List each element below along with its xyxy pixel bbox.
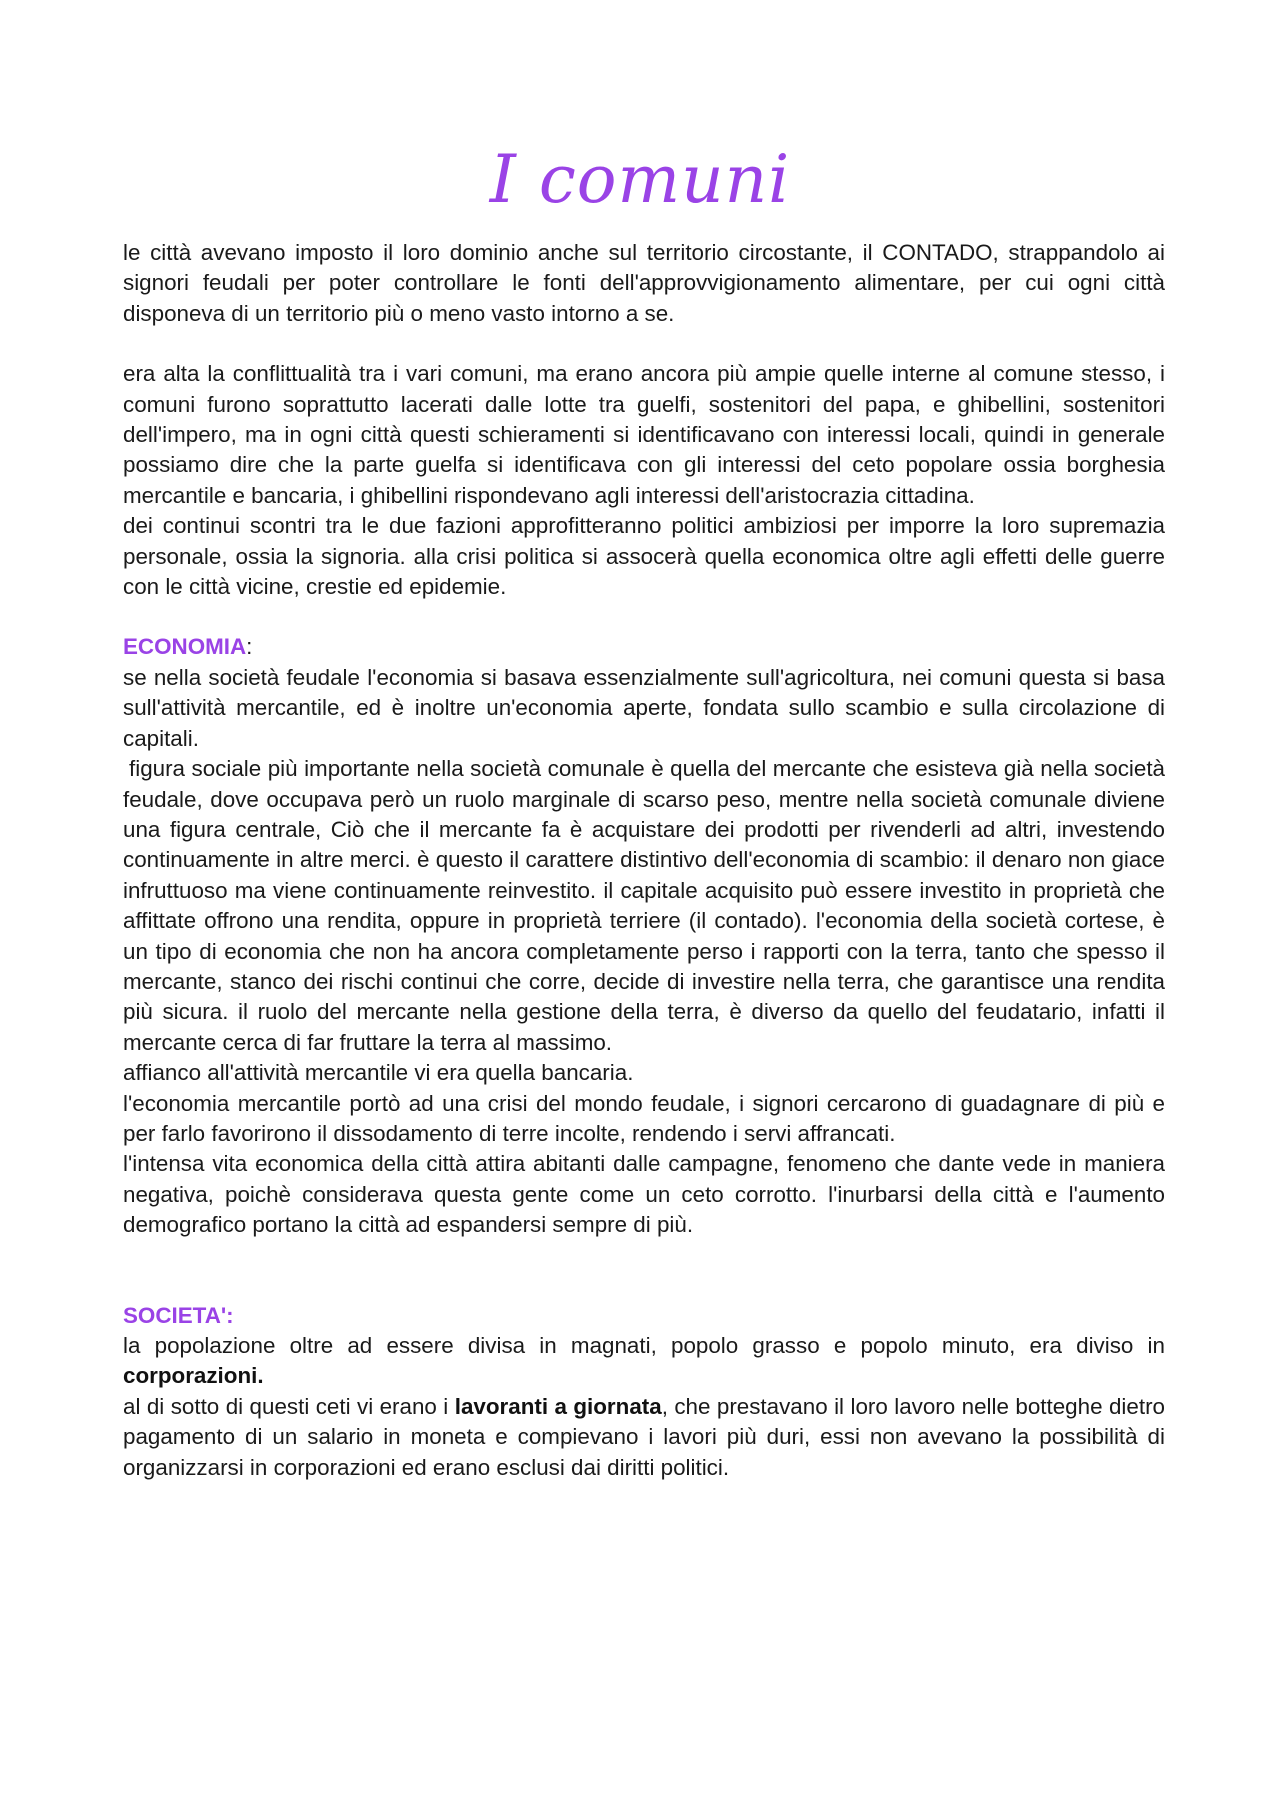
societa-paragraph-corporazioni [123,1331,1165,1392]
page-title: I comuni [489,141,791,218]
paragraph-spacer [123,602,1165,632]
intro-paragraph-conflicts: era alta la conflittualità tra i vari comuni, ma erano ancora più ampie quelle interne al comune stesso, i comuni furono soprattutto lacerati dalle lotte tra guelfi, sostenitori del papa, e ghibellini, sostenitori dell'impero, ma in ogni città questi schieramenti si identificavano con interessi locali, quindi in generale possiamo dire che la parte guelfa si identificava con gli interessi del ceto popolare ossia borghesia mercantile e bancaria, i ghibellini rispondevano agli interessi dell'aristocrazia cittadina. [123,361,1165,508]
economia-heading-text: ECONOMIA [123,634,247,660]
document-body [123,238,1165,1483]
intro-paragraph-signoria: dei continui scontri tra le due fazioni approfitteranno politici ambiziosi per imporre la loro supremazia personale, ossia la signoria. alla crisi politica si assocerà quella economica oltre agli effetti delle guerre con le città vicine, crestie ed epidemie. [123,513,1165,600]
paragraph-spacer [123,329,1165,359]
societa-p2-bold: lavoranti a giornata [454,1393,662,1419]
societa-p2-text-after: , che prestavano il loro lavoro nelle botteghe dietro pagamento di un salario in moneta e compievano i lavori più duri, essi non avevano la possibilità di organizzarsi in corporazioni ed erano esclusi dai diritti politici. [123,1393,1165,1480]
economia-paragraph-inurbamento: l'intensa vita economica della città attira abitanti dalle campagne, fenomeno che dante vede in maniera negativa, poichè considerava questa gente come un ceto corrotto. l'inurbarsi della città e l'aumento demografico portano la città ad espandersi sempre di più. [123,1151,1165,1238]
societa-p1-text: la popolazione oltre ad essere divisa in magnati, popolo grasso e popolo minuto, era diviso in [123,1333,1165,1358]
societa-p1-bold: corporazioni. [123,1363,264,1389]
economia-heading-colon: : [246,634,253,660]
section-heading-societa: SOCIETA': [123,1302,234,1328]
societa-paragraph-lavoranti [123,1392,1165,1483]
economia-paragraph-bancaria: affianco all'attività mercantile vi era quella bancaria. [123,1060,634,1086]
economia-paragraph-crisi: l'economia mercantile portò ad una crisi del mondo feudale, i signori cercarono di guadagnare di più e per farlo favorirono il dissodamento di terre incolte, rendendo i servi affrancati. [123,1090,1165,1146]
economia-paragraph-intro: se nella società feudale l'economia si basava essenzialmente sull'agricoltura, nei comuni questa si basa sull'attività mercantile, ed è inoltre un'economia aperte, fondata sullo scambio e sulla circolazione di capitali. [123,664,1165,751]
section-spacer [123,1241,1165,1301]
economia-paragraph-mercante: figura sociale più importante nella società comunale è quella del mercante che esisteva già nella società feudale, dove occupava però un ruolo marginale di scarso peso, mentre nella società comunale diviene una figura centrale, Ciò che il mercante fa è acquistare dei prodotti per rivenderli ad altri, investendo continuamente in altre merci. è questo il carattere distintivo dell'economia di scambio: il denaro non giace infruttuoso ma viene continuamente reinvestito. il capitale acquisito può essere investito in proprietà che affittate offrono una rendita, oppure in proprietà terriere (il contado). l'economia della società cortese, è un tipo di economia che non ha ancora completamente perso i rapporti con la terra, tanto che spesso il mercante, stanco dei rischi continui che corre, decide di investire nella terra, che garantisce una rendita più sicura. il ruolo del mercante nella gestione della terra, è diverso da quello del feudatario, infatti il mercante cerca di far fruttare la terra al massimo. [123,756,1165,1055]
societa-p2-text-before: al di sotto di questi ceti vi erano i [123,1393,455,1419]
intro-paragraph-contado: le città avevano imposto il loro dominio anche sul territorio circostante, il CONTADO, strappandolo ai signori feudali per poter controllare le fonti dell'approvvigionamento alimentare, per cui ogni città disponeva di un territorio più o meno vasto intorno a se. [123,240,1165,326]
section-heading-economia [123,632,1165,662]
